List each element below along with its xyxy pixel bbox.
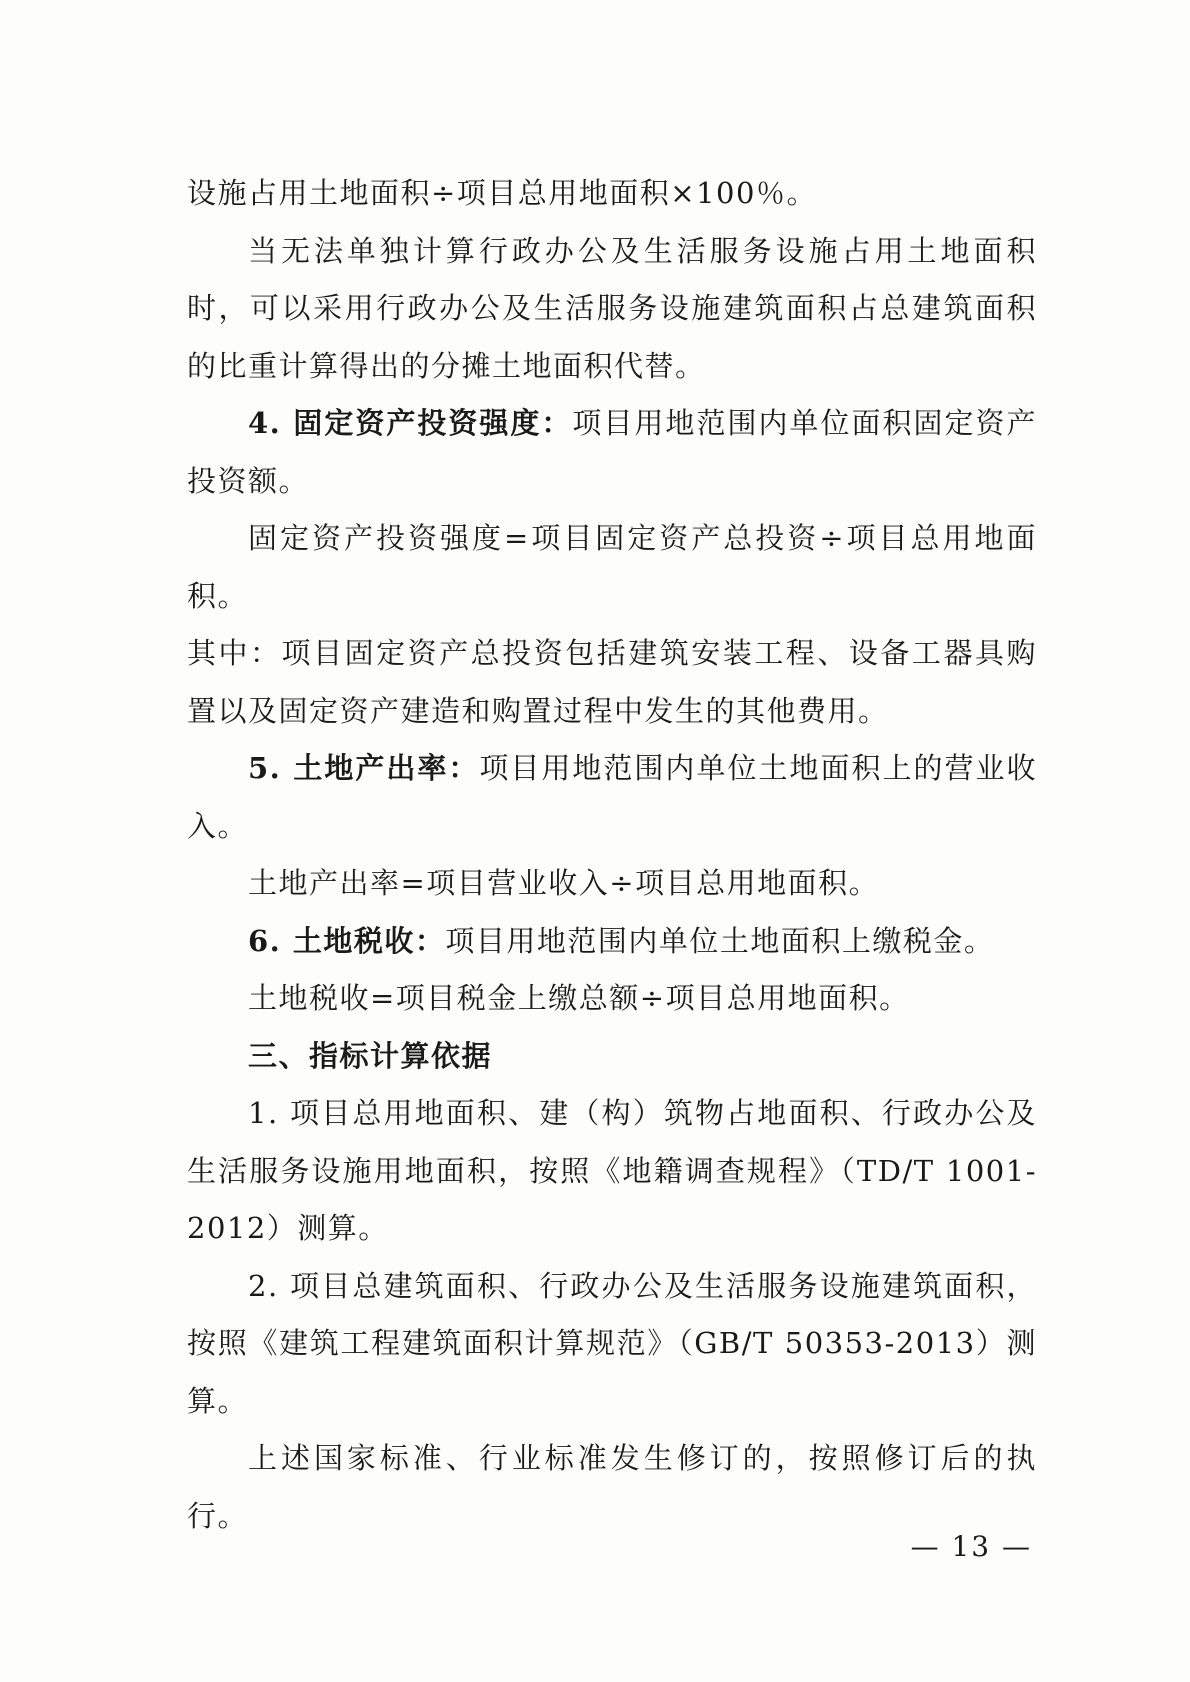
paragraph-8 (187, 913, 1037, 971)
paragraph-13 (187, 1430, 1037, 1545)
section-heading: 5. 土地产出率： (248, 751, 480, 785)
paragraph-text: 上述国家标准、行业标准发生修订的，按照修订后的执行。 (187, 1441, 1037, 1533)
section-heading: 6. 土地税收： (248, 923, 446, 958)
paragraph-text: 2. 项目总建筑面积、行政办公及生活服务设施建筑面积，按照《建筑工程建筑面积计算规范》（GB/T 50353-2013）测算。 (187, 1268, 1037, 1418)
paragraph-text: 项目用地范围内单位土地面积上的营业收入。 (187, 751, 1037, 843)
paragraph-text: 土地产出率=项目营业收入÷项目总用地面积。 (248, 866, 880, 900)
section-heading: 4. 固定资产投资强度： (248, 406, 573, 440)
document-body (187, 165, 1037, 1545)
paragraph-text: 设施占用土地面积÷项目总用地面积×100％。 (187, 176, 817, 210)
paragraph-10 (187, 1028, 1037, 1086)
paragraph-4 (187, 510, 1037, 625)
paragraph-11 (187, 1085, 1037, 1258)
paragraph-3 (187, 395, 1037, 510)
paragraph-9 (187, 970, 1037, 1028)
paragraph-1 (187, 165, 1037, 223)
paragraph-text: 项目用地范围内单位面积固定资产投资额。 (187, 406, 1037, 498)
paragraph-7 (187, 855, 1037, 913)
page-number: — 13 — (910, 1530, 1032, 1563)
paragraph-5 (187, 625, 1037, 740)
paragraph-text: 土地税收=项目税金上缴总额÷项目总用地面积。 (248, 981, 910, 1015)
section-heading: 三、指标计算依据 (248, 1038, 493, 1073)
paragraph-text: 其中：项目固定资产总投资包括建筑安装工程、设备工器具购置以及固定资产建造和购置过程中发生的其他费用。 (187, 636, 1037, 728)
paragraph-2 (187, 223, 1037, 396)
paragraph-text: 1. 项目总用地面积、建（构）筑物占地面积、行政办公及生活服务设施用地面积，按照《地籍调查规程》（TD/T 1001-2012）测算。 (187, 1096, 1037, 1245)
paragraph-text: 固定资产投资强度=项目固定资产总投资÷项目总用地面积。 (187, 521, 1037, 613)
paragraph-text: 当无法单独计算行政办公及生活服务设施占用土地面积时，可以采用行政办公及生活服务设施建筑面积占总建筑面积的比重计算得出的分摊土地面积代替。 (187, 233, 1037, 383)
paragraph-12 (187, 1258, 1037, 1431)
paragraph-text: 项目用地范围内单位土地面积上缴税金。 (445, 923, 995, 958)
paragraph-6 (187, 740, 1037, 855)
